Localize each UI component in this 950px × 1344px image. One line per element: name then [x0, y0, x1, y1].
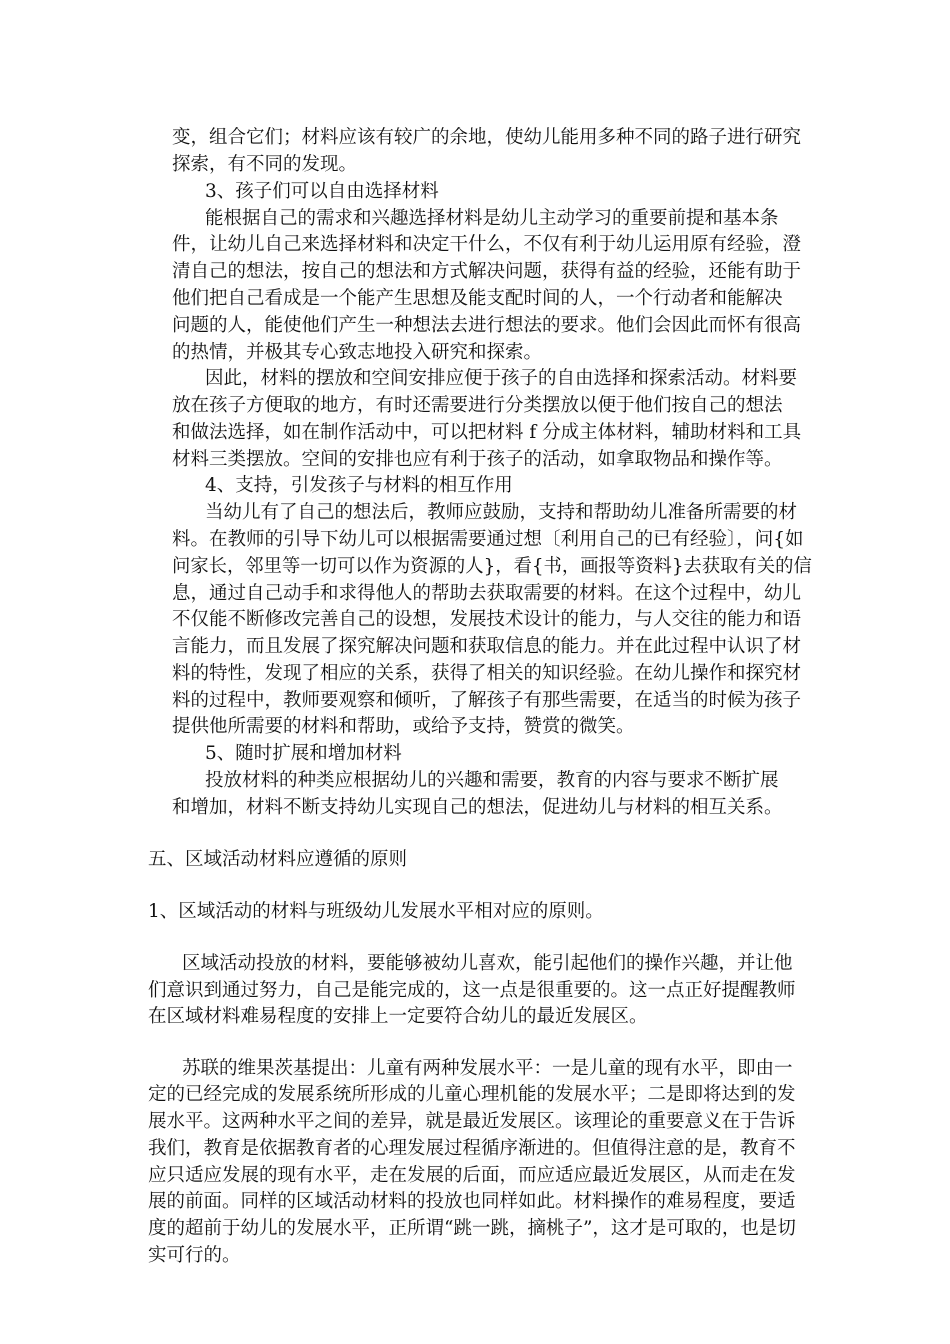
paragraph-line: 言能力，而且发展了探究解决问题和获取信息的能力。并在此过程中认识了材 [172, 636, 802, 657]
paragraph-line: 定的已经完成的发展系统所形成的儿童心理机能的发展水平；二是即将达到的发 [148, 1084, 796, 1105]
paragraph-line: 不仅能不断修改完善自己的设想，发展技术设计的能力，与人交往的能力和语 [172, 609, 802, 630]
paragraph-line: 料。在教师的引导下幼儿可以根据需要通过想〔利用自己的已有经验〕，问{如 [172, 529, 804, 550]
paragraph-line: 提供他所需要的材料和帮助，或给予支持，赞赏的微笑。 [172, 716, 635, 737]
paragraph-line: 区域活动投放的材料，要能够被幼儿喜欢，能引起他们的操作兴趣，并让他 [182, 953, 793, 974]
section-heading-3: 3、孩子们可以自由选择材料 [205, 181, 439, 202]
paragraph-line: 应只适应发展的现有水平，走在发展的后面，而应适应最近发展区，从而走在发 [148, 1165, 796, 1186]
paragraph-line: 在区域材料难易程度的安排上一定要符合幼儿的最近发展区。 [148, 1006, 648, 1027]
paragraph-line: 材料三类摆放。空间的安排也应有利于孩子的活动，如拿取物品和操作等。 [172, 449, 783, 470]
paragraph-line: 息，通过自己动手和求得他人的帮助去获取需要的材料。在这个过程中，幼儿 [172, 583, 802, 604]
paragraph-line: 他们把自己看成是一个能产生思想及能支配时间的人，一个行动者和能解决 [172, 288, 783, 309]
paragraph-line: 问家长，邻里等一切可以作为资源的人}，看{书，画报等资料}去获取有关的信 [172, 556, 812, 577]
paragraph-line: 我们，教育是依据教育者的心理发展过程循序渐进的。但值得注意的是，教育不 [148, 1138, 796, 1159]
paragraph-line: 问题的人，能使他们产生一种想法去进行想法的要求。他们会因此而怀有很高 [172, 315, 802, 336]
paragraph-line: 展的前面。同样的区域活动材料的投放也同样如此。材料操作的难易程度，要适 [148, 1191, 796, 1212]
paragraph-line: 的热情，并极其专心致志地投入研究和探索。 [172, 342, 543, 363]
paragraph-line: 料的特性，发现了相应的关系，获得了相关的知识经验。在幼儿操作和探究材 [172, 663, 802, 684]
principle-heading: 1、区域活动的材料与班级幼儿发展水平相对应的原则。 [148, 901, 604, 922]
paragraph-line: 放在孩子方便取的地方，有时还需要进行分类摆放以便于他们按自己的想法 [172, 395, 783, 416]
paragraph-line: 探索，有不同的发现。 [172, 154, 358, 175]
section-heading-5: 5、随时扩展和增加材料 [205, 743, 402, 764]
paragraph-line: 件，让幼儿自己来选择材料和决定干什么，不仅有利于幼儿运用原有经验，澄 [172, 234, 802, 255]
paragraph-line: 当幼儿有了自己的想法后，教师应鼓励，支持和帮助幼儿准备所需要的材 [205, 502, 798, 523]
paragraph-line: 清自己的想法，按自己的想法和方式解决问题，获得有益的经验，还能有助于 [172, 261, 802, 282]
paragraph-line: 变，组合它们；材料应该有较广的余地，使幼儿能用多种不同的路子进行研究 [172, 127, 802, 148]
paragraph-line: 投放材料的种类应根据幼儿的兴趣和需要，教育的内容与要求不断扩展 [205, 770, 779, 791]
paragraph-line: 实可行的。 [148, 1245, 241, 1266]
paragraph-line: 们意识到通过努力，自己是能完成的，这一点是很重要的。这一点正好提醒教师 [148, 980, 796, 1001]
paragraph-line: 和做法选择，如在制作活动中，可以把材料 f 分成主体材料，辅助材料和工具 [172, 422, 802, 443]
chapter-heading: 五、区域活动材料应遵循的原则 [148, 849, 408, 870]
paragraph-line: 展水平。这两种水平之间的差异，就是最近发展区。该理论的重要意义在于告诉 [148, 1111, 796, 1132]
paragraph-line: 苏联的维果茨基提出：儿童有两种发展水平：一是儿童的现有水平，即由一 [182, 1058, 793, 1079]
paragraph-line: 料的过程中，教师要观察和倾听，了解孩子有那些需要，在适当的时候为孩子 [172, 690, 802, 711]
section-heading-4: 4、支持，引发孩子与材料的相互作用 [205, 475, 513, 496]
paragraph-line: 因此，材料的摆放和空间安排应便于孩子的自由选择和探索活动。材料要 [205, 368, 798, 389]
paragraph-line: 能根据自己的需求和兴趣选择材料是幼儿主动学习的重要前提和基本条 [205, 208, 779, 229]
paragraph-line: 度的超前于幼儿的发展水平，正所谓“跳一跳，摘桃子”，这才是可取的，也是切 [148, 1218, 796, 1239]
paragraph-line: 和增加，材料不断支持幼儿实现自己的想法，促进幼儿与材料的相互关系。 [172, 797, 783, 818]
